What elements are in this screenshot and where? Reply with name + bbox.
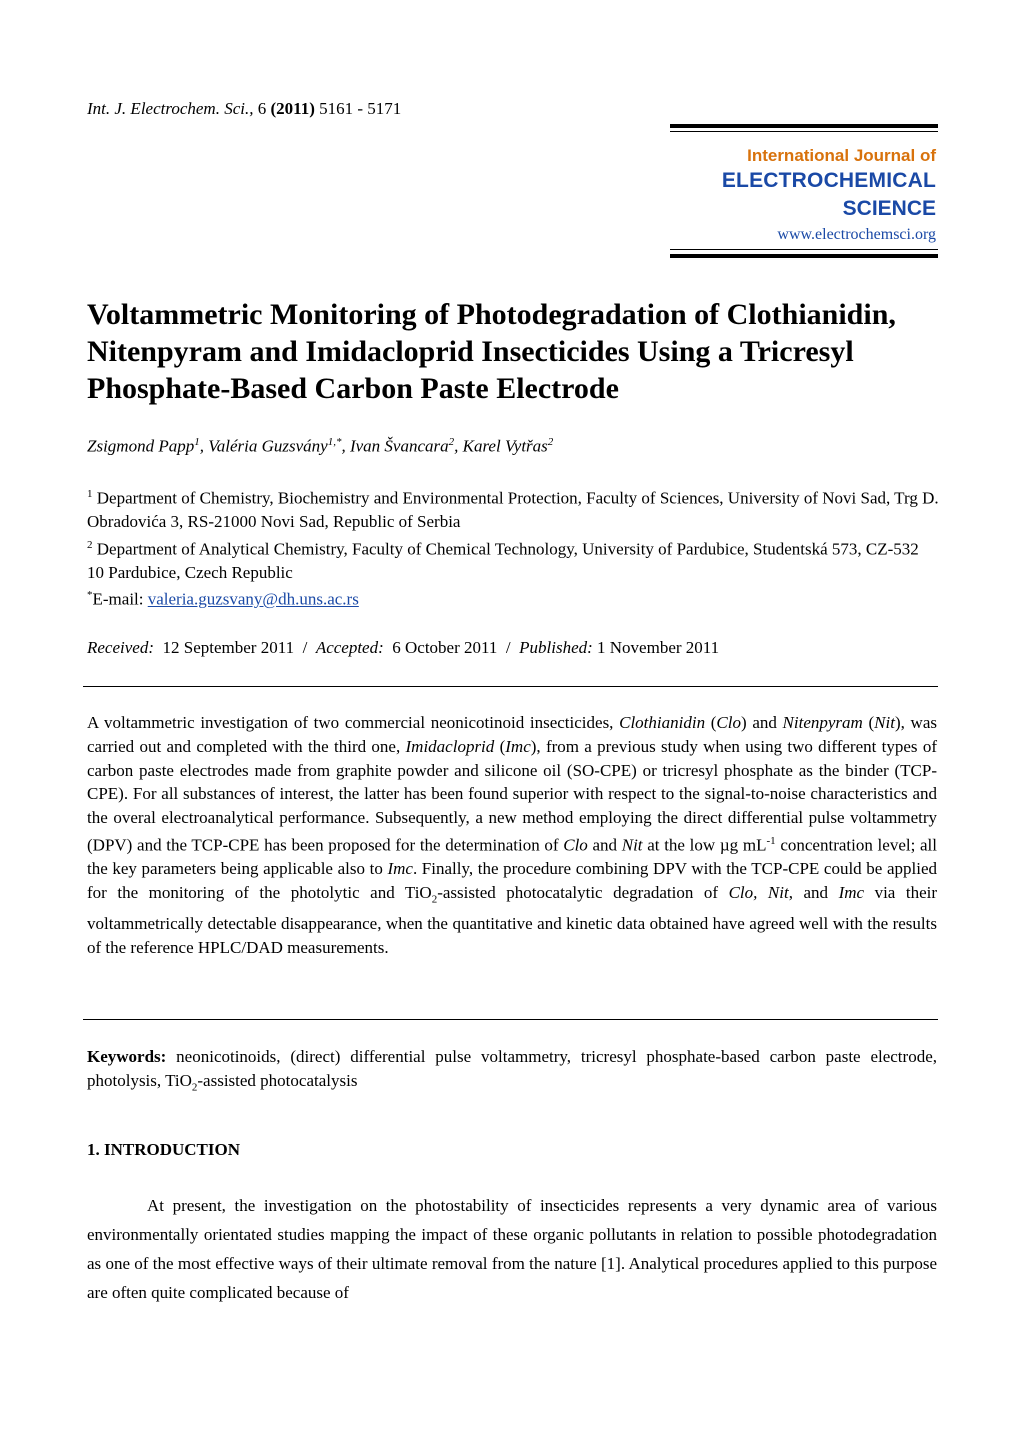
author-list: Zsigmond Papp$^1$, Valéria Guzsvány$^{1,*}$, Ivan Švancara$^2$, Karel Vytřas$^2$ [87,436,554,456]
abstract-text: concentration level; all the key parameters being applicable also to [87,835,937,879]
abstract-text: ( [494,736,506,756]
abstract [87,711,937,960]
compound-name: Nitenpyram [782,713,863,732]
publication-dates [87,638,719,658]
email-label: E-mail: [92,589,148,609]
author-name: Zsigmond Papp [87,436,195,456]
author-affil-mark: 1,* [327,436,342,448]
abstract-text: ), from a previous study when using two different types of carbon paste electrodes made from graphite powder and silicone oil (SO-CPE) or tricresyl phosphate as the binder (TCP-CPE). For all substances of interest, the latter has been found superior with respect to the signal-to-noise characteristics and the overal electroanalytical performance. Subsequently, a new method employing the direct differential pulse voltammetry (DPV) and the TCP-CPE has been proposed for the determination of [87,736,938,855]
volume: 6 [257,99,267,118]
compound-abbrev: Clo [563,835,588,855]
author-affil-mark: 2 [448,436,455,448]
accepted-date: 6 October 2011 [392,638,498,657]
journal-name-line2: ELECTROCHEMICAL [721,169,936,192]
received-date: 12 September 2011 [162,638,295,657]
compound-abbrev: Imc [387,859,413,879]
published-label: Published: [519,638,593,657]
date-separator: / [302,638,308,657]
logo-rule-top-thick [670,124,938,128]
affiliation-text: Department of Analytical Chemistry, Faculty of Chemical Technology, University of Pardubice, Studentská 573, CZ-532 10 Pardubice, Czech Republic [87,539,919,582]
author-affil-mark: 2 [547,436,554,448]
paper-title: Voltammetric Monitoring of Photodegradation of Clothianidin, Nitenpyram and Imidacloprid Insecticides Using a Tricresyl Phosphate-Based Carbon Paste Electrode [87,298,896,405]
corresponding-mark: * [87,589,93,602]
divider-bottom [83,1019,938,1020]
subscript: 2 [431,893,438,906]
journal-logo [670,124,938,264]
compound-abbrev: Nit [874,713,895,732]
affiliations [87,483,939,611]
abstract-text: at the low µg mL [642,835,767,855]
compound-name: Clothianidin [619,713,706,732]
journal-abbrev: Int. J. Electrochem. Sci., [87,99,254,118]
logo-rule-bottom-thick [670,254,938,258]
abstract-text: ) and [740,713,783,732]
compound-name: Imidacloprid [405,736,495,756]
date-separator: / [505,638,511,657]
abstract-text: , and [788,883,839,903]
compound-abbrev: Clo [716,713,741,732]
affiliation-2 [87,534,939,585]
divider-top [83,686,938,687]
accepted-label: Accepted: [315,638,384,657]
abstract-text: ( [862,713,875,732]
abstract-text: -assisted photocatalytic degradation of [437,883,729,903]
exponent: -1 [766,834,776,847]
keywords-text: neonicotinoids, (direct) differential pulse voltammetry, tricresyl phosphate-based carbon paste electrode, photolysis, TiO [87,1047,937,1090]
year: (2011) [270,99,315,118]
abstract-text: ), was carried out and completed with the third one, [87,713,937,756]
running-head [87,99,401,119]
author-name: Valéria Guzsvány [208,436,328,456]
affiliation-text: Department of Chemistry, Biochemistry and Environmental Protection, Faculty of Sciences, University of Novi Sad, Trg D. Obradovića 3, RS-21000 Novi Sad, Republic of Serbia [87,488,939,532]
subscript: 2 [191,1081,198,1094]
journal-name-line1: International Journal of [747,146,936,165]
published-date: 1 November 2011 [597,638,720,657]
received-label: Received: [87,638,154,657]
keywords [87,1045,937,1100]
page-range: 5161 - 5171 [319,99,402,118]
compound-abbrev: Imc [838,883,865,903]
affiliation-1 [87,483,939,534]
logo-rule-top-thin [670,131,938,132]
compound-abbrev: Clo, Nit [728,883,789,903]
author-name: Karel Vytřas [462,436,548,456]
corresponding-email [87,584,939,611]
section-heading: 1. INTRODUCTION [87,1140,241,1159]
author-name: Ivan Švancara [349,436,449,456]
journal-url-link[interactable]: www.electrochemsci.org [777,226,936,243]
compound-abbrev: Imc [505,736,531,756]
abstract-text: A voltammetric investigation of two commercial neonicotinoid insecticides, [87,713,620,732]
affiliation-number: 1 [87,488,93,500]
logo-rule-bottom-thin [670,249,938,250]
abstract-text: and [587,835,622,855]
keywords-text: -assisted photocatalysis [197,1070,358,1090]
abstract-text: ( [705,713,717,732]
keywords-label: Keywords: [87,1047,167,1066]
affiliation-number: 2 [87,538,93,551]
journal-name-line3: SCIENCE [842,197,936,220]
email-link[interactable]: valeria.guzsvany@dh.uns.ac.rs [147,589,359,609]
author-affil-mark: 1 [194,436,200,448]
intro-paragraph: At present, the investigation on the photostability of insecticides represents a very dynamic area of various environmentally orientated studies mapping the impact of these organic pollutants in relation to possible photodegradation as one of the most effective ways of their ultimate removal from the nature [1]. Analytical procedures applied to this purpose are often quite complicated because of [87,1196,937,1302]
compound-abbrev: Nit [621,835,643,855]
abstract-text: . Finally, the procedure combining DPV with the TCP-CPE could be applied for the monitoring of the photolytic and TiO [87,859,938,903]
abstract-text: via their voltammetrically detectable disappearance, when the quantitative and kinetic data obtained have agreed well with the results of the reference HPLC/DAD measurements. [87,883,938,958]
